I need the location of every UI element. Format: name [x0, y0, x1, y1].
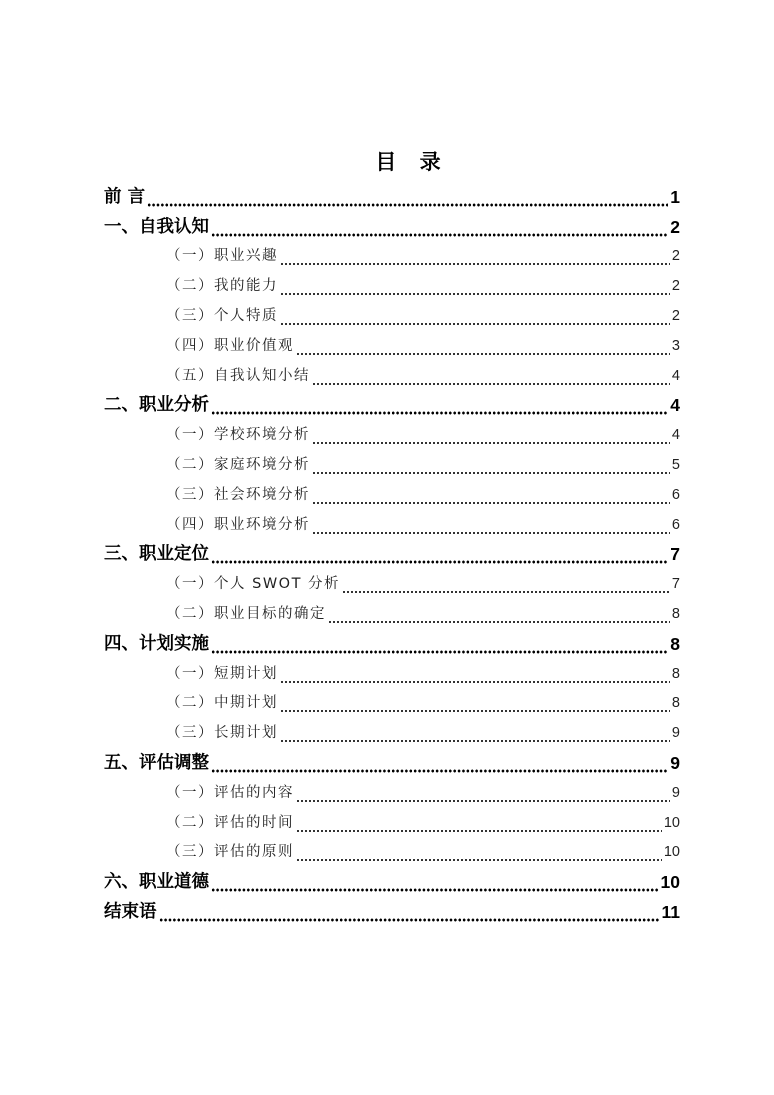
toc-dot-leader — [159, 905, 660, 925]
toc-dot-leader — [280, 309, 670, 329]
toc-entry-label: （四）职业环境分析 — [166, 516, 310, 533]
toc-entry-label: （二）家庭环境分析 — [166, 456, 310, 473]
toc-dot-leader — [296, 845, 662, 865]
toc-dot-leader — [312, 518, 670, 538]
toc-entry-label: （一）个人 SWOT 分析 — [166, 576, 341, 593]
toc-entry-label: （三）个人特质 — [166, 307, 278, 324]
toc-section-entry[interactable] — [104, 567, 680, 597]
toc-entry-label: （一）学校环境分析 — [166, 427, 310, 444]
toc-entry-label: 一、自我认知 — [104, 216, 209, 237]
toc-entry-label: （一）职业兴趣 — [166, 248, 278, 265]
toc-entry-label: （二）职业目标的确定 — [166, 605, 326, 622]
toc-entry-label: 三、职业定位 — [104, 544, 209, 565]
toc-page-number: 7 — [670, 544, 680, 565]
toc-dot-leader — [296, 816, 662, 836]
toc-page-number: 4 — [671, 367, 680, 384]
toc-entry-label: （三）评估的原则 — [166, 844, 294, 861]
toc-dot-leader — [211, 220, 668, 240]
toc-page-number: 9 — [671, 725, 680, 742]
toc-page-number: 8 — [670, 633, 680, 654]
toc-dot-leader — [147, 190, 668, 210]
toc-dot-leader — [280, 696, 670, 716]
toc-section-entry[interactable] — [104, 657, 680, 687]
toc-dot-leader — [296, 339, 670, 359]
toc-chapter-entry[interactable] — [104, 210, 680, 240]
toc-dot-leader — [211, 637, 668, 657]
toc-section-entry[interactable] — [104, 508, 680, 538]
toc-section-entry[interactable] — [104, 329, 680, 359]
toc-section-entry[interactable] — [104, 269, 680, 299]
toc-chapter-entry[interactable] — [104, 895, 680, 925]
toc-entry-label: （三）长期计划 — [166, 725, 278, 742]
toc-entry-label: （二）评估的时间 — [166, 814, 294, 831]
toc-entry-label: 四、计划实施 — [104, 633, 209, 654]
toc-title: 目 录 — [375, 150, 449, 174]
toc-page-number: 10 — [663, 844, 680, 861]
toc-chapter-entry[interactable] — [104, 627, 680, 657]
toc-section-entry[interactable] — [104, 448, 680, 478]
toc-chapter-entry[interactable] — [104, 746, 680, 776]
toc-dot-leader — [312, 488, 670, 508]
toc-page-number: 5 — [671, 456, 680, 473]
toc-entry-label: （一）短期计划 — [166, 665, 278, 682]
toc-page-number: 9 — [670, 752, 680, 773]
toc-section-entry[interactable] — [104, 299, 680, 329]
toc-dot-leader — [328, 607, 670, 627]
toc-dot-leader — [312, 458, 670, 478]
toc-entry-label: （四）职业价值观 — [166, 337, 294, 354]
toc-dot-leader — [312, 369, 670, 389]
toc-dot-leader — [296, 786, 670, 806]
toc-section-entry[interactable] — [104, 776, 680, 806]
toc-dot-leader — [211, 547, 668, 567]
toc-page-number: 4 — [671, 427, 680, 444]
toc-section-entry[interactable] — [104, 240, 680, 270]
toc-section-entry[interactable] — [104, 478, 680, 508]
toc-entry-label: （五）自我认知小结 — [166, 367, 310, 384]
toc-page-number: 6 — [671, 486, 680, 503]
toc-entry-label: 二、职业分析 — [104, 395, 209, 416]
toc-entry-label: （二）我的能力 — [166, 278, 278, 295]
toc-entry-label: 五、评估调整 — [104, 752, 209, 773]
toc-entry-label: （一）评估的内容 — [166, 784, 294, 801]
toc-page-number: 9 — [671, 784, 680, 801]
toc-entry-label: （二）中期计划 — [166, 695, 278, 712]
toc-dot-leader — [280, 279, 670, 299]
toc-entry-label: 前 言 — [104, 186, 146, 207]
toc-page-number: 1 — [670, 186, 680, 207]
toc-chapter-entry[interactable] — [104, 538, 680, 568]
toc-page-number: 7 — [671, 576, 680, 593]
toc-page-number: 2 — [671, 248, 680, 265]
toc-page-number: 2 — [670, 216, 680, 237]
toc-chapter-entry[interactable] — [104, 865, 680, 895]
toc-page-number: 11 — [661, 901, 680, 922]
toc-page-number: 4 — [670, 395, 680, 416]
toc-section-entry[interactable] — [104, 836, 680, 866]
toc-page-number: 10 — [663, 814, 680, 831]
toc-dot-leader — [280, 726, 670, 746]
toc-entry-label: 结束语 — [104, 901, 157, 922]
toc-dot-leader — [342, 577, 670, 597]
toc-page-number: 3 — [671, 337, 680, 354]
toc-page-number: 2 — [671, 307, 680, 324]
toc-section-entry[interactable] — [104, 687, 680, 717]
toc-page-number: 8 — [671, 605, 680, 622]
toc-dot-leader — [211, 398, 668, 418]
toc-dot-leader — [280, 249, 670, 269]
toc-section-entry[interactable] — [104, 806, 680, 836]
toc-page-number: 10 — [660, 872, 680, 893]
toc-dot-leader — [312, 428, 670, 448]
toc-dot-leader — [211, 756, 668, 776]
toc-dot-leader — [211, 875, 659, 895]
toc-entry-label: （三）社会环境分析 — [166, 486, 310, 503]
toc-page-number: 6 — [671, 516, 680, 533]
toc-section-entry[interactable] — [104, 418, 680, 448]
toc-page-number: 8 — [671, 665, 680, 682]
toc-dot-leader — [280, 667, 670, 687]
toc-page-number: 8 — [671, 695, 680, 712]
toc-chapter-entry[interactable] — [104, 389, 680, 419]
toc-section-entry[interactable] — [104, 597, 680, 627]
toc-section-entry[interactable] — [104, 716, 680, 746]
table-of-contents — [104, 180, 680, 925]
toc-chapter-entry[interactable] — [104, 180, 680, 210]
toc-entry-label: 六、职业道德 — [104, 872, 209, 893]
toc-section-entry[interactable] — [104, 359, 680, 389]
toc-page-number: 2 — [671, 278, 680, 295]
